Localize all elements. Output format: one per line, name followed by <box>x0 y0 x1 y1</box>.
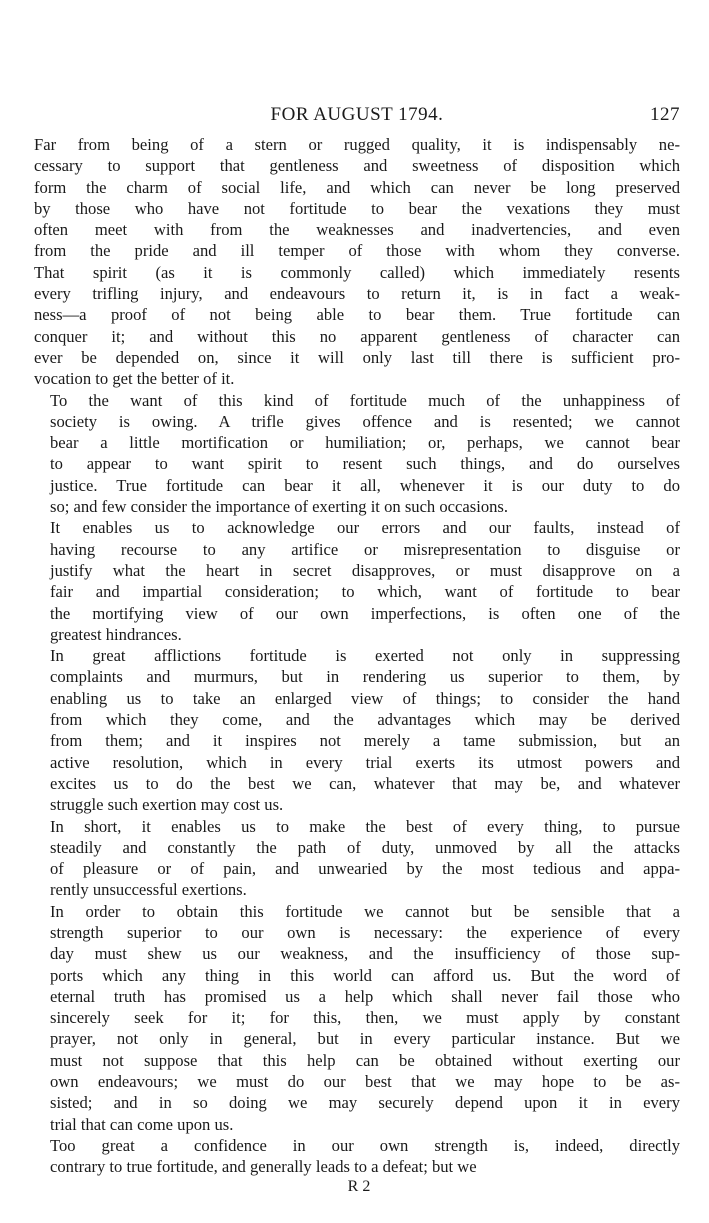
text-line: form the charm of social life, and which can never be long preserved <box>34 177 680 197</box>
text-line: bear a little mortification or humiliation; or, perhaps, we cannot bear <box>50 433 680 453</box>
text-line: vocation to get the better of it. <box>34 369 235 389</box>
text-line: sincerely seek for it; for this, then, we must apply by constant <box>50 1008 680 1028</box>
text-line: Far from being of a stern or rugged quality, it is indispensably ne- <box>34 135 680 154</box>
text-line: every trifling injury, and endeavours to return it, is in fact a weak- <box>34 284 680 304</box>
body-text <box>34 134 680 1178</box>
page-number: 127 <box>650 104 680 125</box>
text-line: contrary to true fortitude, and generally leads to a defeat; but we <box>50 1157 477 1177</box>
text-line: It enables us to acknowledge our errors and our faults, instead of <box>50 518 680 538</box>
text-line: day must shew us our weakness, and the insufficiency of those sup- <box>50 944 680 964</box>
page-header <box>34 104 680 134</box>
text-line: society is owing. A trifle gives offence and is resented; we cannot <box>50 411 680 431</box>
text-line: cessary to support that gentleness and sweetness of disposition which <box>34 156 680 176</box>
page <box>34 104 680 1196</box>
text-line: That spirit (as it is commonly called) which immediately resents <box>34 262 680 282</box>
text-line: ness—a proof of not being able to bear them. True fortitude can <box>34 305 680 325</box>
text-line: fair and impartial consideration; to which, want of fortitude to bear <box>50 582 680 602</box>
text-line: struggle such exertion may cost us. <box>50 795 284 815</box>
text-line: ever be depended on, since it will only last till there is sufficient pro- <box>34 347 680 367</box>
text-line: justify what the heart in secret disapproves, or must disapprove on a <box>50 560 680 580</box>
paragraph <box>34 517 680 645</box>
text-line: having recourse to any artifice or misrepresentation to disguise or <box>50 539 680 559</box>
paragraph <box>34 134 680 390</box>
paragraph <box>34 816 680 901</box>
text-line: to appear to want spirit to resent such things, and do ourselves <box>50 454 680 474</box>
text-line: rently unsuccessful exertions. <box>50 880 247 900</box>
running-head: FOR AUGUST 1794. <box>270 104 444 125</box>
text-line: To the want of this kind of fortitude much of the unhappiness of <box>50 390 680 410</box>
text-line: sisted; and in so doing we may securely depend upon it in every <box>50 1093 680 1113</box>
text-line: greatest hindrances. <box>50 624 182 644</box>
text-line: In short, it enables us to make the best of every thing, to pursue <box>50 816 680 836</box>
paragraph <box>34 901 680 1135</box>
text-line: excites us to do the best we can, whatever that may be, and whatever <box>50 773 680 793</box>
text-line: complaints and murmurs, but in rendering us superior to them, by <box>50 667 680 687</box>
paragraph <box>34 645 680 815</box>
text-line: In order to obtain this fortitude we cannot but be sensible that a <box>50 901 680 921</box>
text-line: of pleasure or of pain, and unwearied by the most tedious and appa- <box>50 859 680 879</box>
text-line: must not suppose that this help can be obtained without exerting our <box>50 1050 680 1070</box>
paragraph <box>34 390 680 518</box>
text-line: by those who have not fortitude to bear the vexations they must <box>34 198 680 218</box>
text-line: the mortifying view of our own imperfections, is often one of the <box>50 603 680 623</box>
text-line: own endeavours; we must do our best that we may hope to be as- <box>50 1072 680 1092</box>
text-line: active resolution, which in every trial exerts its utmost powers and <box>50 752 680 772</box>
text-line: so; and few consider the importance of exerting it on such occasions. <box>50 497 509 517</box>
text-line: from which they come, and the advantages which may be derived <box>50 710 680 730</box>
text-line: steadily and constantly the path of duty, unmoved by all the attacks <box>50 837 680 857</box>
text-line: eternal truth has promised us a help which shall never fail those who <box>50 986 680 1006</box>
text-line: prayer, not only in general, but in every particular instance. But we <box>50 1029 680 1049</box>
text-line: ports which any thing in this world can afford us. But the word of <box>50 965 680 985</box>
text-line: enabling us to take an enlarged view of things; to consider the hand <box>50 688 680 708</box>
text-line: In great afflictions fortitude is exerted not only in suppressing <box>50 646 680 666</box>
text-line: Too great a confidence in our own strength is, indeed, directly <box>50 1135 680 1155</box>
text-line: strength superior to our own is necessary: the experience of every <box>50 922 680 942</box>
signature-mark: R 2 <box>347 1177 371 1195</box>
text-line: from them; and it inspires not merely a tame submission, but an <box>50 731 680 751</box>
text-line: from the pride and ill temper of those with whom they converse. <box>34 241 680 261</box>
text-line: justice. True fortitude can bear it all, whenever it is our duty to do <box>50 475 680 495</box>
text-line: often meet with from the weaknesses and inadvertencies, and even <box>34 220 680 240</box>
text-line: trial that can come upon us. <box>50 1114 234 1134</box>
paragraph <box>34 1135 680 1178</box>
text-line: conquer it; and without this no apparent gentleness of character can <box>34 326 680 346</box>
